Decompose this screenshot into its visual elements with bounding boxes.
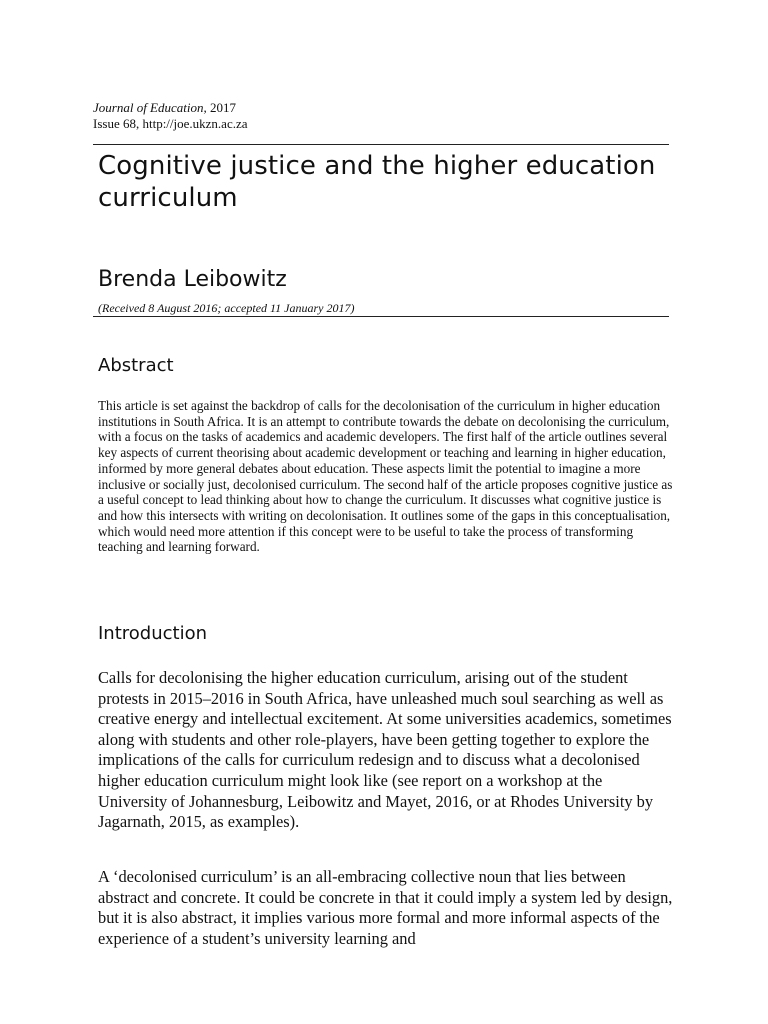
intro-paragraph-2: A ‘decolonised curriculum’ is an all-embracing collective noun that lies between abstract and concrete. It could be concrete in that it could imply a system led by design, but it is also abstract, it implies various more formal and more informal aspects of the experience of a student’s university learning and xyxy=(98,867,673,948)
introduction-heading: Introduction xyxy=(98,623,208,644)
journal-year: 2017 xyxy=(206,100,236,115)
received-dates: (Received 8 August 2016; accepted 11 January 2017) xyxy=(98,301,355,315)
header-divider xyxy=(93,144,669,145)
author-divider xyxy=(93,316,669,317)
article-author: Brenda Leibowitz xyxy=(98,267,287,292)
abstract-heading: Abstract xyxy=(98,355,174,376)
journal-citation xyxy=(93,100,248,116)
intro-paragraph-1: Calls for decolonising the higher education curriculum, arising out of the student protests in 2015–2016 in South Africa, have unleashed much soul searching as well as creative energy and intellectual excitement. At some universities academics, sometimes along with students and other role-players, have been getting together to explore the implications of the calls for curriculum redesign and to discuss what a decolonised higher education curriculum might look like (see report on a workshop at the University of Johannesburg, Leibowitz and Mayet, 2016, or at Rhodes University by Jagarnath, 2015, as examples). xyxy=(98,668,672,832)
journal-header xyxy=(93,100,248,132)
journal-name: Journal of Education, xyxy=(93,100,207,115)
journal-issue: Issue 68, http://joe.ukzn.ac.za xyxy=(93,116,248,131)
abstract-text: This article is set against the backdrop of calls for the decolonisation of the curriculum in higher education institutions in South Africa. It is an attempt to contribute towards the debate on decolonising the curriculum, with a focus on the tasks of academics and academic developers. The first half of the article outlines several key aspects of current theorising about academic development or teaching and learning in higher education, informed by more general debates about education. These aspects limit the potential to imagine a more inclusive or socially just, decolonised curriculum. The second half of the article proposes cognitive justice as a useful concept to lead thinking about how to change the curriculum. It discusses what cognitive justice is and how this intersects with writing on decolonisation. It outlines some of the gaps in this conceptualisation, which would need more attention if this concept were to be useful to take the process of transforming teaching and learning forward. xyxy=(98,398,673,555)
article-title: Cognitive justice and the higher education curriculum xyxy=(98,151,656,213)
